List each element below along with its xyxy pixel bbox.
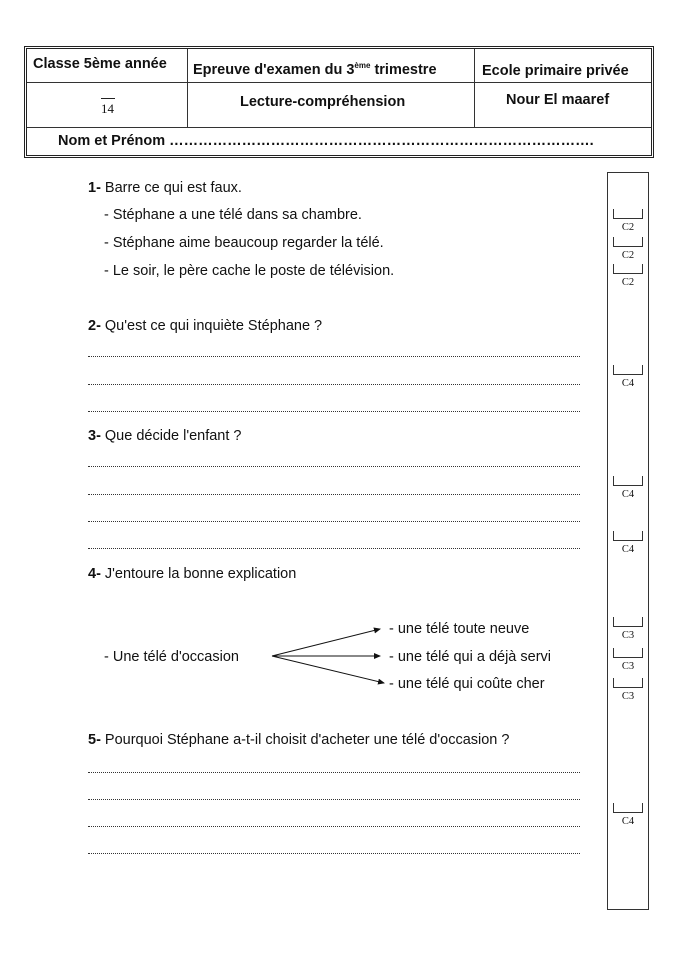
- answer-line[interactable]: [88, 466, 580, 467]
- answer-line[interactable]: [88, 799, 580, 800]
- criterion-label: C3: [621, 630, 635, 641]
- school-name-line2: Nour El maaref: [506, 92, 610, 108]
- score-box[interactable]: [613, 617, 643, 627]
- header-divider: [27, 82, 651, 83]
- statement-item[interactable]: - Le soir, le père cache le poste de télévision.: [104, 263, 395, 279]
- criterion-label: C4: [621, 544, 635, 555]
- answer-line[interactable]: [88, 853, 580, 854]
- score-box[interactable]: [613, 365, 643, 375]
- score-box[interactable]: [613, 237, 643, 247]
- answer-line[interactable]: [88, 548, 580, 549]
- answer-line[interactable]: [88, 494, 580, 495]
- answer-line[interactable]: [88, 772, 580, 773]
- answer-line[interactable]: [88, 356, 580, 357]
- subject-title: Lecture-compréhension: [240, 94, 406, 110]
- header-divider: [27, 127, 651, 128]
- explanation-source: - Une télé d'occasion: [104, 649, 239, 665]
- score-box[interactable]: [613, 264, 643, 274]
- question-1: 1- Barre ce qui est faux.: [88, 180, 242, 196]
- exam-title: Epreuve d'examen du 3ème trimestre: [193, 61, 437, 78]
- explanation-option[interactable]: - une télé toute neuve: [389, 621, 530, 637]
- criterion-label: C2: [621, 222, 635, 233]
- criterion-label: C3: [621, 691, 635, 702]
- answer-line[interactable]: [88, 826, 580, 827]
- score-box[interactable]: [613, 678, 643, 688]
- question-2: 2- Qu'est ce qui inquiète Stéphane ?: [88, 318, 323, 334]
- criterion-label: C2: [621, 250, 635, 261]
- question-3: 3- Que décide l'enfant ?: [88, 428, 242, 444]
- arrow: [272, 629, 380, 656]
- school-name: Ecole primaire privée: [482, 63, 629, 79]
- score-total: 14: [101, 98, 115, 117]
- answer-line[interactable]: [88, 384, 580, 385]
- criterion-label: C4: [621, 816, 635, 827]
- question-4: 4- J'entoure la bonne explication: [88, 566, 297, 582]
- header-divider: [474, 49, 475, 127]
- criterion-label: C2: [621, 277, 635, 288]
- score-box[interactable]: [613, 209, 643, 219]
- explanation-option[interactable]: - une télé qui a déjà servi: [389, 649, 552, 665]
- name-field-label: Nom et Prénom …………………………………………………………………………….: [58, 133, 594, 149]
- question-5: 5- Pourquoi Stéphane a-t-il choisit d'acheter une télé d'occasion ?: [88, 732, 510, 748]
- explanation-option[interactable]: - une télé qui coûte cher: [389, 676, 545, 692]
- statement-item[interactable]: - Stéphane a une télé dans sa chambre.: [104, 207, 362, 223]
- criterion-label: C4: [621, 489, 635, 500]
- class-label: Classe 5ème année: [33, 56, 167, 72]
- answer-line[interactable]: [88, 411, 580, 412]
- criterion-label: C3: [621, 661, 635, 672]
- score-box[interactable]: [613, 476, 643, 486]
- header-divider: [187, 49, 188, 127]
- arrow: [272, 656, 384, 683]
- statement-item[interactable]: - Stéphane aime beaucoup regarder la télé.: [104, 235, 384, 251]
- score-box[interactable]: [613, 648, 643, 658]
- score-box[interactable]: [613, 531, 643, 541]
- answer-line[interactable]: [88, 521, 580, 522]
- criterion-label: C4: [621, 378, 635, 389]
- score-box[interactable]: [613, 803, 643, 813]
- arrows-diagram: [260, 620, 390, 700]
